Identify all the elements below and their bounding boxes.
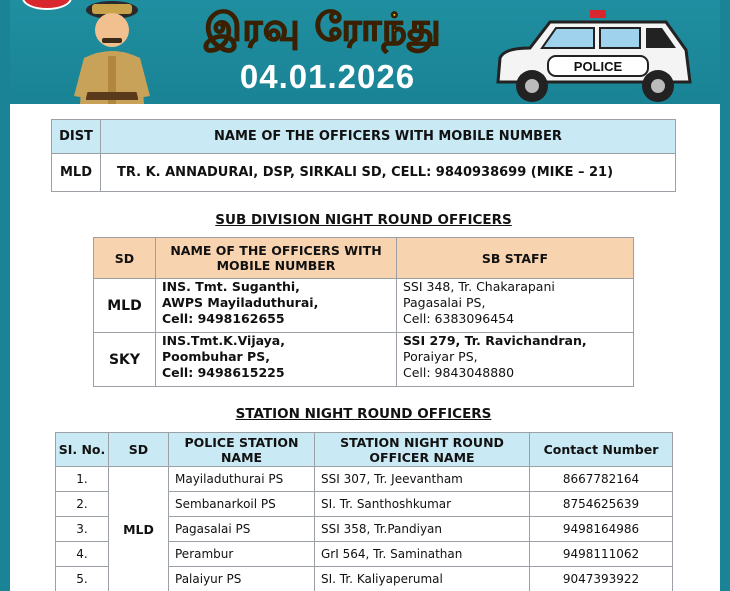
sd-col-header: SD [109, 433, 169, 467]
police-officer-illustration [66, 0, 158, 104]
subdivision-table [93, 237, 634, 387]
station-col-header: POLICE STATION NAME [169, 433, 315, 467]
staff-line: Cell: 6383096454 [403, 311, 515, 326]
title-tamil: இரவு ரோந்து [204, 5, 442, 49]
district-col-header: DIST [52, 120, 101, 154]
officer-line: INS. Tmt. Suganthi, [162, 279, 300, 294]
serial-col-header: SI. No. [56, 433, 109, 467]
round-officer-cell: SI. Tr. Kaliyaperumal [315, 567, 530, 591]
officer-line: Cell: 9498162655 [162, 311, 285, 326]
round-officer-cell: SSI 307, Tr. Jeevantham [315, 467, 530, 492]
officer-line: Poombuhar PS, [162, 349, 270, 364]
staff-line: Cell: 9843048880 [403, 365, 515, 380]
staff-line: SSI 279, Tr. Ravichandran, [403, 333, 587, 348]
district-officer-cell: TR. K. ANNADURAI, DSP, SIRKALI SD, CELL: 9840938699 (MIKE – 21) [101, 154, 676, 192]
subdivision-row [94, 333, 634, 387]
round-officer-cell: SSI 358, Tr.Pandiyan [315, 517, 530, 542]
round-officer-col-header: STATION NIGHT ROUND OFFICER NAME [315, 433, 530, 467]
serial-cell: 5. [56, 567, 109, 591]
right-border [720, 0, 730, 591]
sd-group-cell: MLD [109, 467, 169, 591]
sd-cell: MLD [94, 279, 156, 333]
station-table [55, 432, 673, 591]
contact-cell: 9498164986 [530, 517, 673, 542]
round-officer-cell: GrI 564, Tr. Saminathan [315, 542, 530, 567]
serial-cell: 3. [56, 517, 109, 542]
station-cell: Palaiyur PS [169, 567, 315, 591]
table-row [56, 467, 673, 492]
sd-cell: SKY [94, 333, 156, 387]
officer-line: INS.Tmt.K.Vijaya, [162, 333, 285, 348]
station-section-title: STATION NIGHT ROUND OFFICERS [235, 406, 492, 422]
subdiv-officer-cell [156, 333, 397, 387]
car-police-label: POLICE [573, 59, 623, 74]
station-cell: Sembanarkoil PS [169, 492, 315, 517]
staff-line: SSI 348, Tr. Chakarapani [403, 279, 555, 294]
contact-cell: 9498111062 [530, 542, 673, 567]
contact-cell: 8754625639 [530, 492, 673, 517]
staff-line: Poraiyar PS, [403, 349, 478, 364]
serial-cell: 1. [56, 467, 109, 492]
serial-cell: 2. [56, 492, 109, 517]
station-cell: Perambur [169, 542, 315, 567]
report-date: 04.01.2026 [239, 58, 416, 95]
officer-line: AWPS Mayiladuthurai, [162, 295, 319, 310]
district-cell: MLD [52, 154, 101, 192]
subdivision-section-title: SUB DIVISION NIGHT ROUND OFFICERS [215, 212, 512, 228]
station-cell: Mayiladuthurai PS [169, 467, 315, 492]
station-cell: Pagasalai PS [169, 517, 315, 542]
sb-staff-cell [397, 333, 634, 387]
subdiv-officer-col-header: NAME OF THE OFFICERS WITH MOBILE NUMBER [156, 238, 397, 279]
subdivision-row [94, 279, 634, 333]
round-officer-cell: SI. Tr. Santhoshkumar [315, 492, 530, 517]
staff-line: Pagasalai PS, [403, 295, 486, 310]
contact-cell: 9047393922 [530, 567, 673, 591]
sb-staff-col-header: SB STAFF [397, 238, 634, 279]
police-car-illustration [490, 8, 700, 104]
officer-col-header: NAME OF THE OFFICERS WITH MOBILE NUMBER [101, 120, 676, 154]
contact-cell: 8667782164 [530, 467, 673, 492]
district-officer-table [51, 119, 676, 192]
left-border [0, 0, 10, 591]
sb-staff-cell [397, 279, 634, 333]
officer-line: Cell: 9498615225 [162, 365, 285, 380]
contact-col-header: Contact Number [530, 433, 673, 467]
subdiv-officer-cell [156, 279, 397, 333]
sd-col-header: SD [94, 238, 156, 279]
serial-cell: 4. [56, 542, 109, 567]
